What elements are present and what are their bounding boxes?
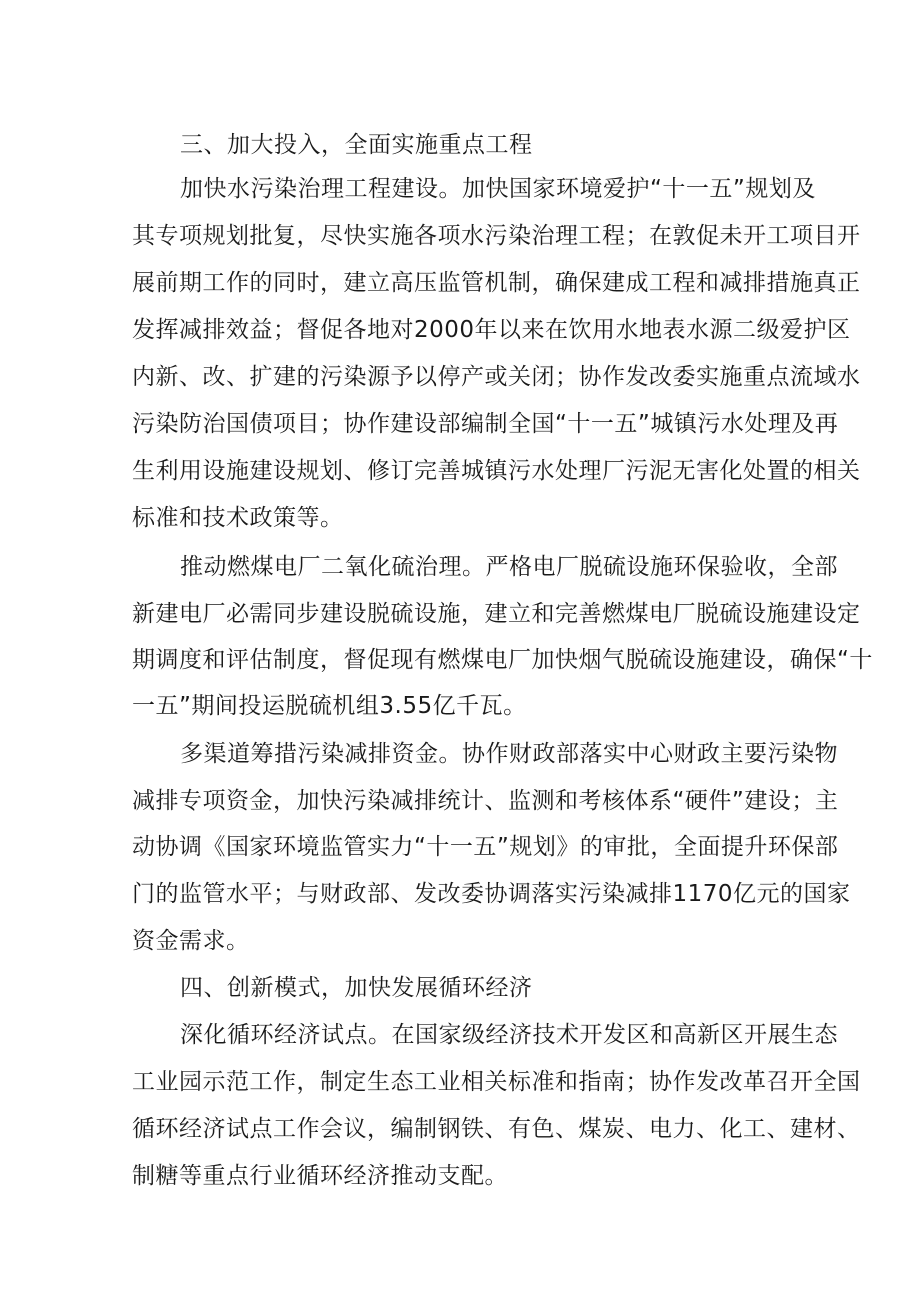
paragraph-line: 加快水污染治理工程建设。加快国家环境爱护“十一五”规划及 — [180, 176, 816, 202]
paragraph-line: 新建电厂必需同步建设脱硫设施，建立和完善燃煤电厂脱硫设施建设定 — [132, 601, 861, 627]
paragraph-line: 内新、改、扩建的污染源予以停产或关闭；协作发改委实施重点流域水 — [132, 364, 861, 390]
paragraph-line: 其专项规划批复，尽快实施各项水污染治理工程；在敦促未开工项目开 — [132, 223, 861, 249]
paragraph-line: 发挥减排效益；督促各地对2000年以来在饮用水地表水源二级爱护区 — [132, 317, 851, 343]
section-heading-3: 三、加大投入，全面实施重点工程 — [180, 132, 533, 158]
paragraph-line: 多渠道筹措污染减排资金。协作财政部落实中心财政主要污染物 — [180, 741, 838, 767]
paragraph-line: 标准和技术政策等。 — [132, 505, 344, 531]
paragraph-line: 期调度和评估制度，督促现有燃煤电厂加快烟气脱硫设施建设，确保“十 — [132, 647, 873, 673]
paragraph-line: 资金需求。 — [132, 928, 250, 954]
paragraph-line: 推动燃煤电厂二氧化硫治理。严格电厂脱硫设施环保验收，全部 — [180, 554, 838, 580]
paragraph-line: 制糖等重点行业循环经济推动支配。 — [132, 1163, 508, 1189]
paragraph-line: 污染防治国债项目；协作建设部编制全国“十一五”城镇污水处理及再 — [132, 411, 839, 437]
paragraph-line: 深化循环经济试点。在国家级经济技术开发区和高新区开展生态 — [180, 1022, 838, 1048]
paragraph-line: 展前期工作的同时，建立高压监管机制，确保建成工程和减排措施真正 — [132, 270, 861, 296]
paragraph-line: 生利用设施建设规划、修订完善城镇污水处理厂污泥无害化处置的相关 — [132, 458, 861, 484]
paragraph-line: 动协调《国家环境监管实力“十一五”规划》的审批，全面提升环保部 — [132, 834, 839, 860]
paragraph-line: 门的监管水平；与财政部、发改委协调落实污染减排1170亿元的国家 — [132, 881, 851, 907]
paragraph-line: 工业园示范工作，制定生态工业相关标准和指南；协作发改革召开全国 — [132, 1069, 861, 1095]
section-heading-4: 四、创新模式，加快发展循环经济 — [180, 975, 533, 1001]
paragraph-line: 一五”期间投运脱硫机组3.55亿千瓦。 — [132, 693, 527, 719]
paragraph-line: 循环经济试点工作会议，编制钢铁、有色、煤炭、电力、化工、建材、 — [132, 1116, 861, 1142]
paragraph-line: 减排专项资金，加快污染减排统计、监测和考核体系“硬件”建设；主 — [132, 788, 839, 814]
